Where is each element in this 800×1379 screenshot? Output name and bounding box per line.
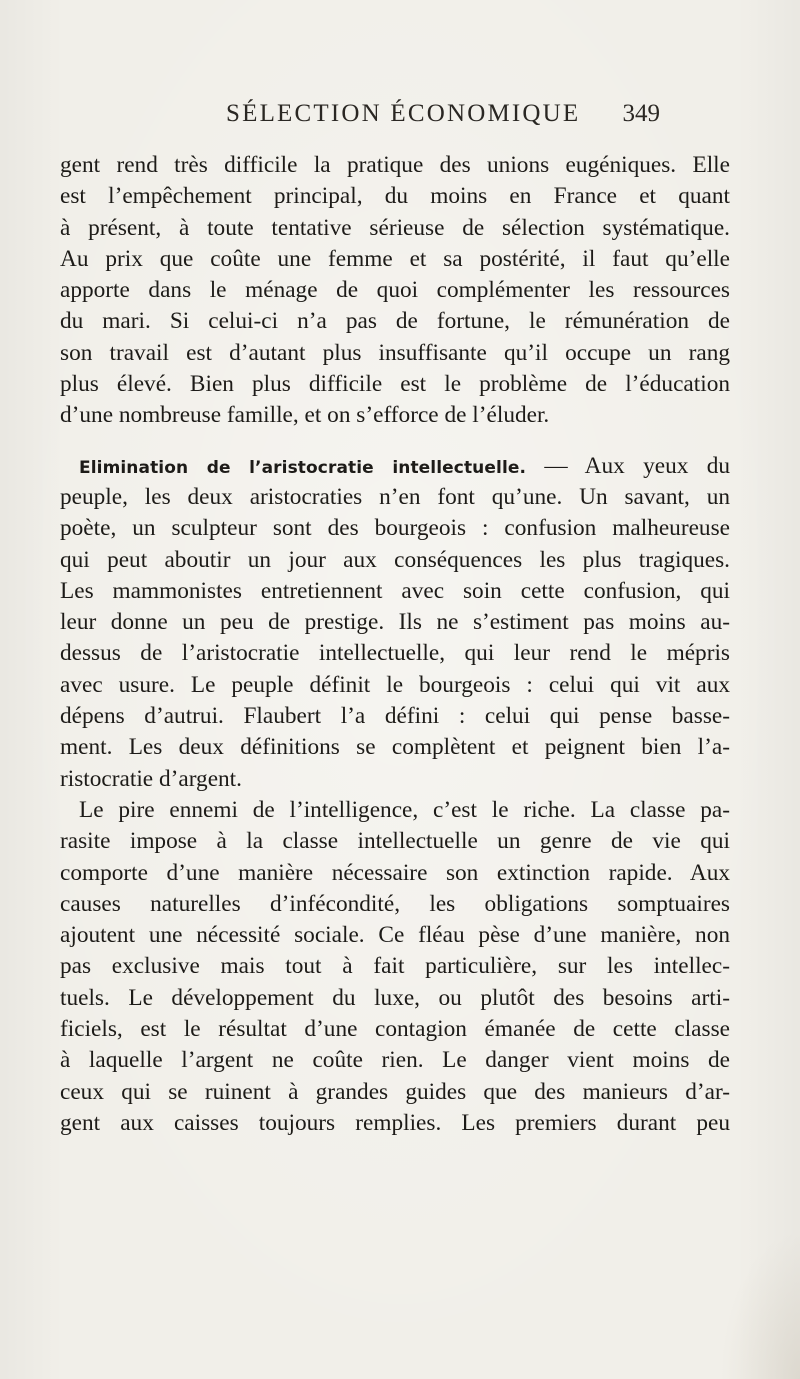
text-line: causes naturelles d’infécondité, les obligations somptuaires xyxy=(60,890,730,917)
text-line: peuple, les deux aristocraties n’en font qu’une. Un savant, un xyxy=(60,483,730,510)
text-line: comporte d’une manière nécessaire son extinction rapide. Aux xyxy=(60,859,730,886)
text-line: dessus de l’aristocratie intellectuelle, qui leur rend le mépris xyxy=(60,640,730,667)
text-line: ceux qui se ruinent à grandes guides que des manieurs d’ar- xyxy=(60,1078,730,1105)
text-line: plus élevé. Bien plus difficile est le problème de l’éducation xyxy=(60,371,730,398)
running-title: SÉLECTION ÉCONOMIQUE xyxy=(226,100,581,127)
text-line: tuels. Le développement du luxe, ou plutôt des besoins arti- xyxy=(60,984,730,1011)
text-line: ficiels, est le résultat d’une contagion émanée de cette classe xyxy=(60,1016,730,1043)
text-line: apporte dans le ménage de quoi complémenter les ressources xyxy=(60,277,730,304)
text-line: ment. Les deux définitions se complètent et peignent bien l’a- xyxy=(60,734,730,761)
paragraph-1 xyxy=(60,150,730,432)
text-line: poète, un sculpteur sont des bourgeois : confusion malheureuse xyxy=(60,515,730,542)
text-line: à présent, à toute tentative sérieuse de sélection systématique. xyxy=(60,214,730,241)
text-line: ristocratie d’argent. xyxy=(60,765,242,792)
section-first-line-text: — Aux yeux du xyxy=(526,452,730,479)
section-elimination xyxy=(60,451,730,795)
text-line: Le pire ennemi de l’intelligence, c’est le riche. La classe pa- xyxy=(79,796,730,823)
paper-smudge xyxy=(720,1230,800,1379)
paragraph-gap xyxy=(60,432,730,451)
text-line: pas exclusive mais tout à fait particulière, sur les intellec- xyxy=(60,953,730,980)
text-line: est l’empêchement principal, du moins en France et quant xyxy=(60,183,730,210)
text-line: gent aux caisses toujours remplies. Les premiers durant peu xyxy=(60,1109,730,1136)
text-line: ajoutent une nécessité sociale. Ce fléau pèse d’une manière, non xyxy=(60,922,730,949)
text-line: leur donne un peu de prestige. Ils ne s’estiment pas moins au- xyxy=(60,609,730,636)
text-line: avec usure. Le peuple définit le bourgeois : celui qui vit aux xyxy=(60,671,730,698)
paragraph-3 xyxy=(60,795,730,1139)
text-line: dépens d’autrui. Flaubert l’a défini : celui qui pense basse- xyxy=(60,703,730,730)
text-line: Au prix que coûte une femme et sa postérité, il faut qu’elle xyxy=(60,245,730,272)
text-line: rasite impose à la classe intellectuelle un genre de vie qui xyxy=(60,828,730,855)
text-line: gent rend très difficile la pratique des unions eugéniques. Elle xyxy=(60,152,730,178)
section-heading: Elimination de l’aristocratie intellectuelle. xyxy=(79,457,527,478)
text-line: Les mammonistes entretiennent avec soin cette confusion, qui xyxy=(60,577,730,604)
body-text xyxy=(60,150,730,1139)
running-head xyxy=(190,100,690,134)
text-line: son travail est d’autant plus insuffisante qu’il occupe un rang xyxy=(60,339,730,366)
section-first-line xyxy=(60,451,730,482)
page-number: 349 xyxy=(622,100,660,127)
text-line: qui peut aboutir un jour aux conséquences les plus tragiques. xyxy=(60,546,730,573)
text-line: d’une nombreuse famille, et on s’efforce de l’éluder. xyxy=(60,402,550,429)
text-line: du mari. Si celui-ci n’a pas de fortune, le rémunération de xyxy=(60,308,730,335)
text-line: à laquelle l’argent ne coûte rien. Le danger vient moins de xyxy=(60,1047,730,1074)
